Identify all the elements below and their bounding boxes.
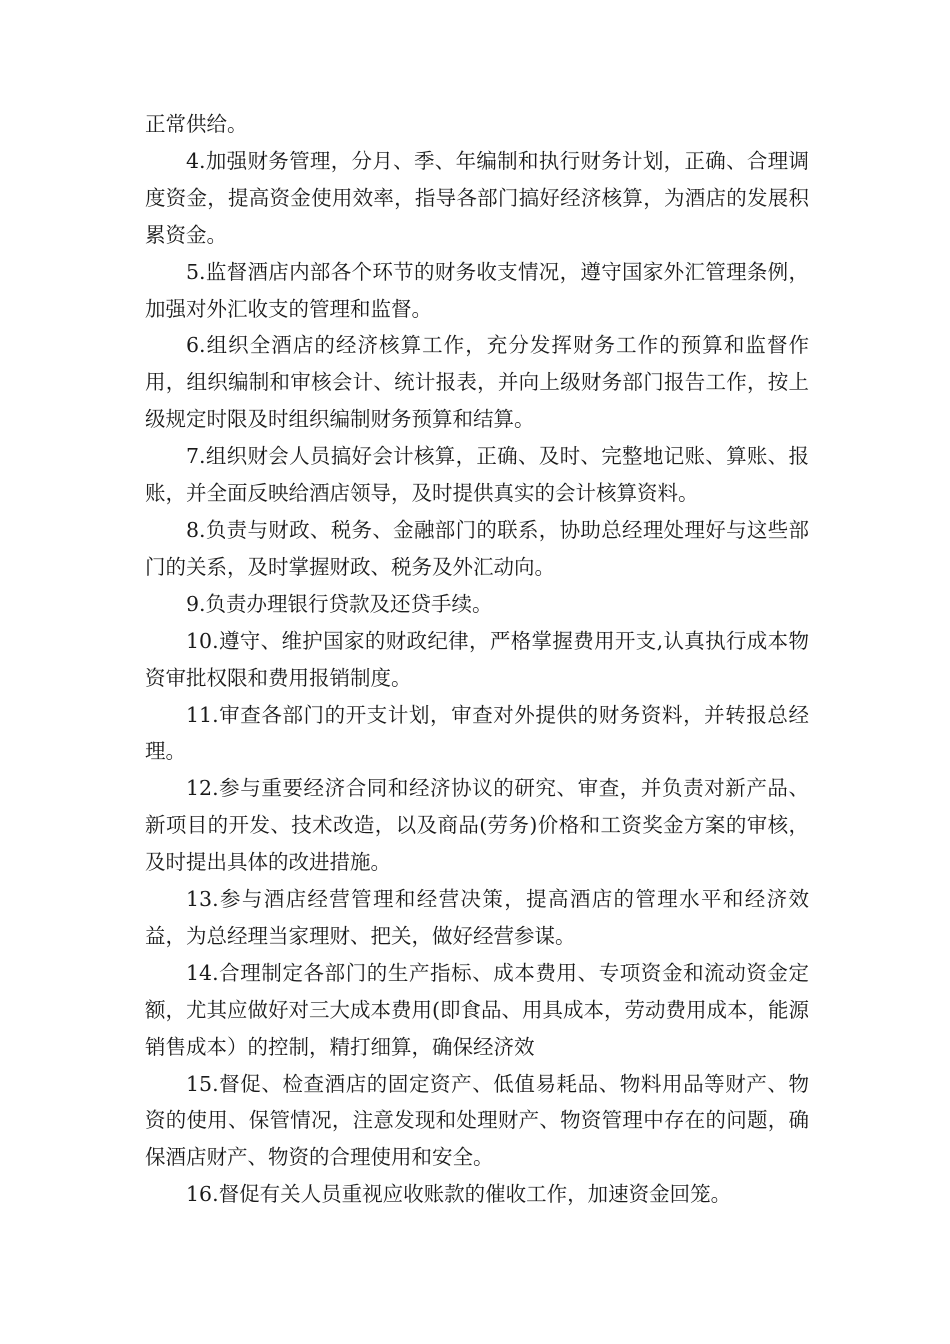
- paragraph-item-5: 5.监督酒店内部各个环节的财务收支情况，遵守国家外汇管理条例，加强对外汇收支的管理和监督。: [145, 259, 809, 321]
- paragraph-item-15: 15.督促、检查酒店的固定资产、低值易耗品、物料用品等财产、物资的使用、保管情况，注意发现和处理财产、物资管理中存在的问题，确保酒店财产、物资的合理使用和安全。: [145, 1071, 809, 1170]
- paragraph-continued: 正常供给。: [145, 112, 248, 136]
- paragraph-item-12: 12.参与重要经济合同和经济协议的研究、审查，并负责对新产品、新项目的开发、技术改造，以及商品(劳务)价格和工资奖金方案的审核，及时提出具体的改进措施。: [145, 776, 809, 875]
- paragraph-item-11: 11.审查各部门的开支计划，审查对外提供的财务资料，并转报总经理。: [145, 702, 809, 764]
- paragraph-item-14: 14.合理制定各部门的生产指标、成本费用、专项资金和流动资金定额，尤其应做好对三大成本费用(即食品、用具成本，劳动费用成本，能源销售成本）的控制，精打细算，确保经济效: [145, 960, 809, 1059]
- document-body: [145, 106, 809, 1213]
- paragraph-item-16: 16.督促有关人员重视应收账款的催收工作，加速资金回笼。: [186, 1182, 732, 1207]
- paragraph-item-13: 13.参与酒店经营管理和经营决策，提高酒店的管理水平和经济效益，为总经理当家理财、把关，做好经营参谋。: [145, 887, 809, 948]
- paragraph-item-10: 10.遵守、维护国家的财政纪律，严格掌握费用开支,认真执行成本物资审批权限和费用报销制度。: [145, 628, 809, 690]
- paragraph-item-7: 7.组织财会人员搞好会计核算，正确、及时、完整地记账、算账、报账，并全面反映给酒店领导，及时提供真实的会计核算资料。: [145, 444, 809, 506]
- paragraph-item-6: 6.组织全酒店的经济核算工作，充分发挥财务工作的预算和监督作用，组织编制和审核会计、统计报表，并向上级财务部门报告工作，按上级规定时限及时组织编制财务预算和结算。: [145, 333, 809, 432]
- paragraph-item-8: 8.负责与财政、税务、金融部门的联系，协助总经理处理好与这些部门的关系，及时掌握财政、税务及外汇动向。: [145, 517, 809, 579]
- paragraph-item-9: 9.负责办理银行贷款及还贷手续。: [186, 591, 493, 616]
- paragraph-item-4: 4.加强财务管理，分月、季、年编制和执行财务计划，正确、合理调度资金，提高资金使用效率，指导各部门搞好经济核算，为酒店的发展积累资金。: [145, 148, 809, 247]
